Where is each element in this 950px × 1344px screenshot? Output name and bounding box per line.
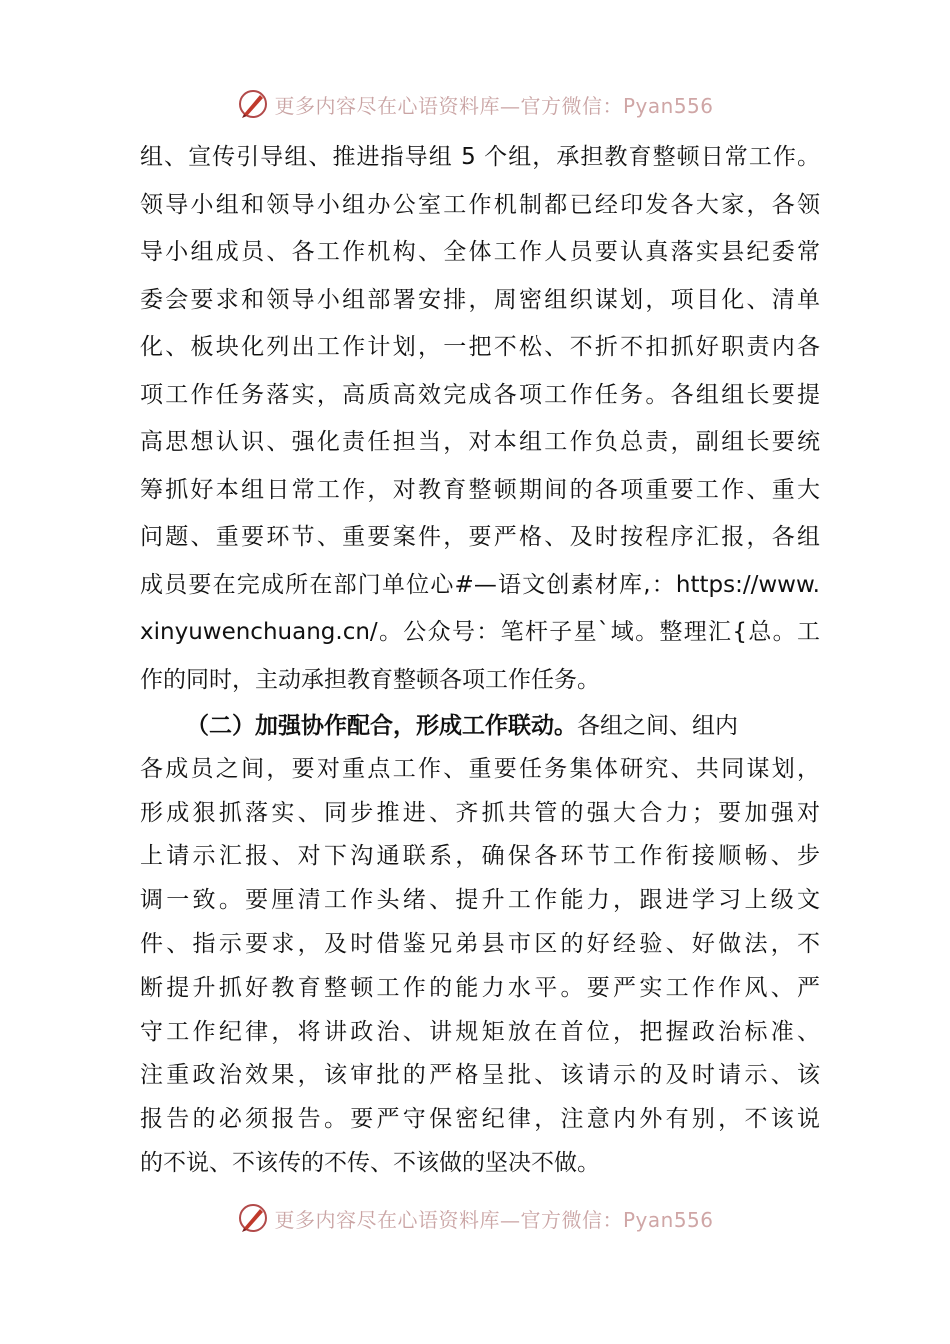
paragraph-2-first-line [140,704,820,748]
text-line: 的不说、不该传的不传、不该做的坚决不做。 [140,1149,600,1176]
text-line: 项工作任务落实，高质高效完成各项工作任务。各组组长要提 [140,381,820,408]
watermark-footer [0,1198,950,1238]
text-line: 高思想认识、强化责任担当，对本组工作负总责，副组长要统 [140,429,820,455]
text-line: 化、板块化列出工作计划，一把不松、不折不扣抓好职责内各 [140,334,820,360]
watermark-id: Pyan556 [622,93,714,118]
text-line: 注重政治效果，该审批的严格呈批、该请示的及时请示、该 [140,1062,820,1089]
watermark-header [0,84,950,124]
text-line: 导小组成员、各工作机构、全体工作人员要认真落实县纪委常 [140,239,820,265]
text-line: 守工作纪律，将讲政治、讲规矩放在首位，把握政治标准、 [140,1018,820,1045]
text-line: 组、宣传引导组、推进指导组 5 个组，承担教育整顿日常工作。 [140,144,820,170]
text-run: 各组之间、组内 [577,713,738,739]
text-line: 形成狠抓落实、同步推进、齐抓共管的强大合力；要加强对 [140,799,820,826]
text-line: 报告的必须报告。要严守保密纪律，注意内外有别，不该说 [140,1106,820,1133]
text-line: 上请示汇报、对下沟通联系，确保各环节工作衔接顺畅、步 [140,843,820,870]
watermark-text: 更多内容尽在心语资料库—官方微信： [274,1207,623,1232]
text-line: 成员要在完成所在部门单位心#—语文创素材库,：https://www. [140,571,820,598]
text-line: 各成员之间，要对重点工作、重要任务集体研究、共同谋划， [140,755,820,782]
text-line: 调一致。要厘清工作头绪、提升工作能力，跟进学习上级文 [140,887,820,914]
paragraph-2 [140,704,820,1186]
text-line: 委会要求和领导小组部署安排，周密组织谋划，项目化、清单 [140,286,820,313]
text-line: 作的同时，主动承担教育整顿各项工作任务。 [140,666,600,693]
text-line: 筹抓好本组日常工作，对教育整顿期间的各项重要工作、重大 [140,476,820,503]
section-heading: （二）加强协作配合，形成工作联动。 [186,712,577,739]
watermark-id: Pyan556 [622,1207,714,1232]
watermark-text: 更多内容尽在心语资料库—官方微信： [274,93,623,118]
text-line: 领导小组和领导小组办公室工作机制都已经印发各大家，各领 [140,191,820,218]
text-line: 断提升抓好教育整顿工作的能力水平。要严实工作作风、严 [140,974,820,1001]
pen-circle-logo-icon [236,87,270,121]
pen-circle-logo-icon [236,1201,270,1235]
text-line: xinyuwenchuang.cn/。公众号：笔杆子星`域。整理汇{总。工 [140,619,820,645]
paragraph-1 [140,134,820,704]
text-line: 问题、重要环节、重要案件，要严格、及时按程序汇报，各组 [140,524,820,550]
text-line: 件、指示要求，及时借鉴兄弟县市区的好经验、好做法，不 [140,930,820,957]
